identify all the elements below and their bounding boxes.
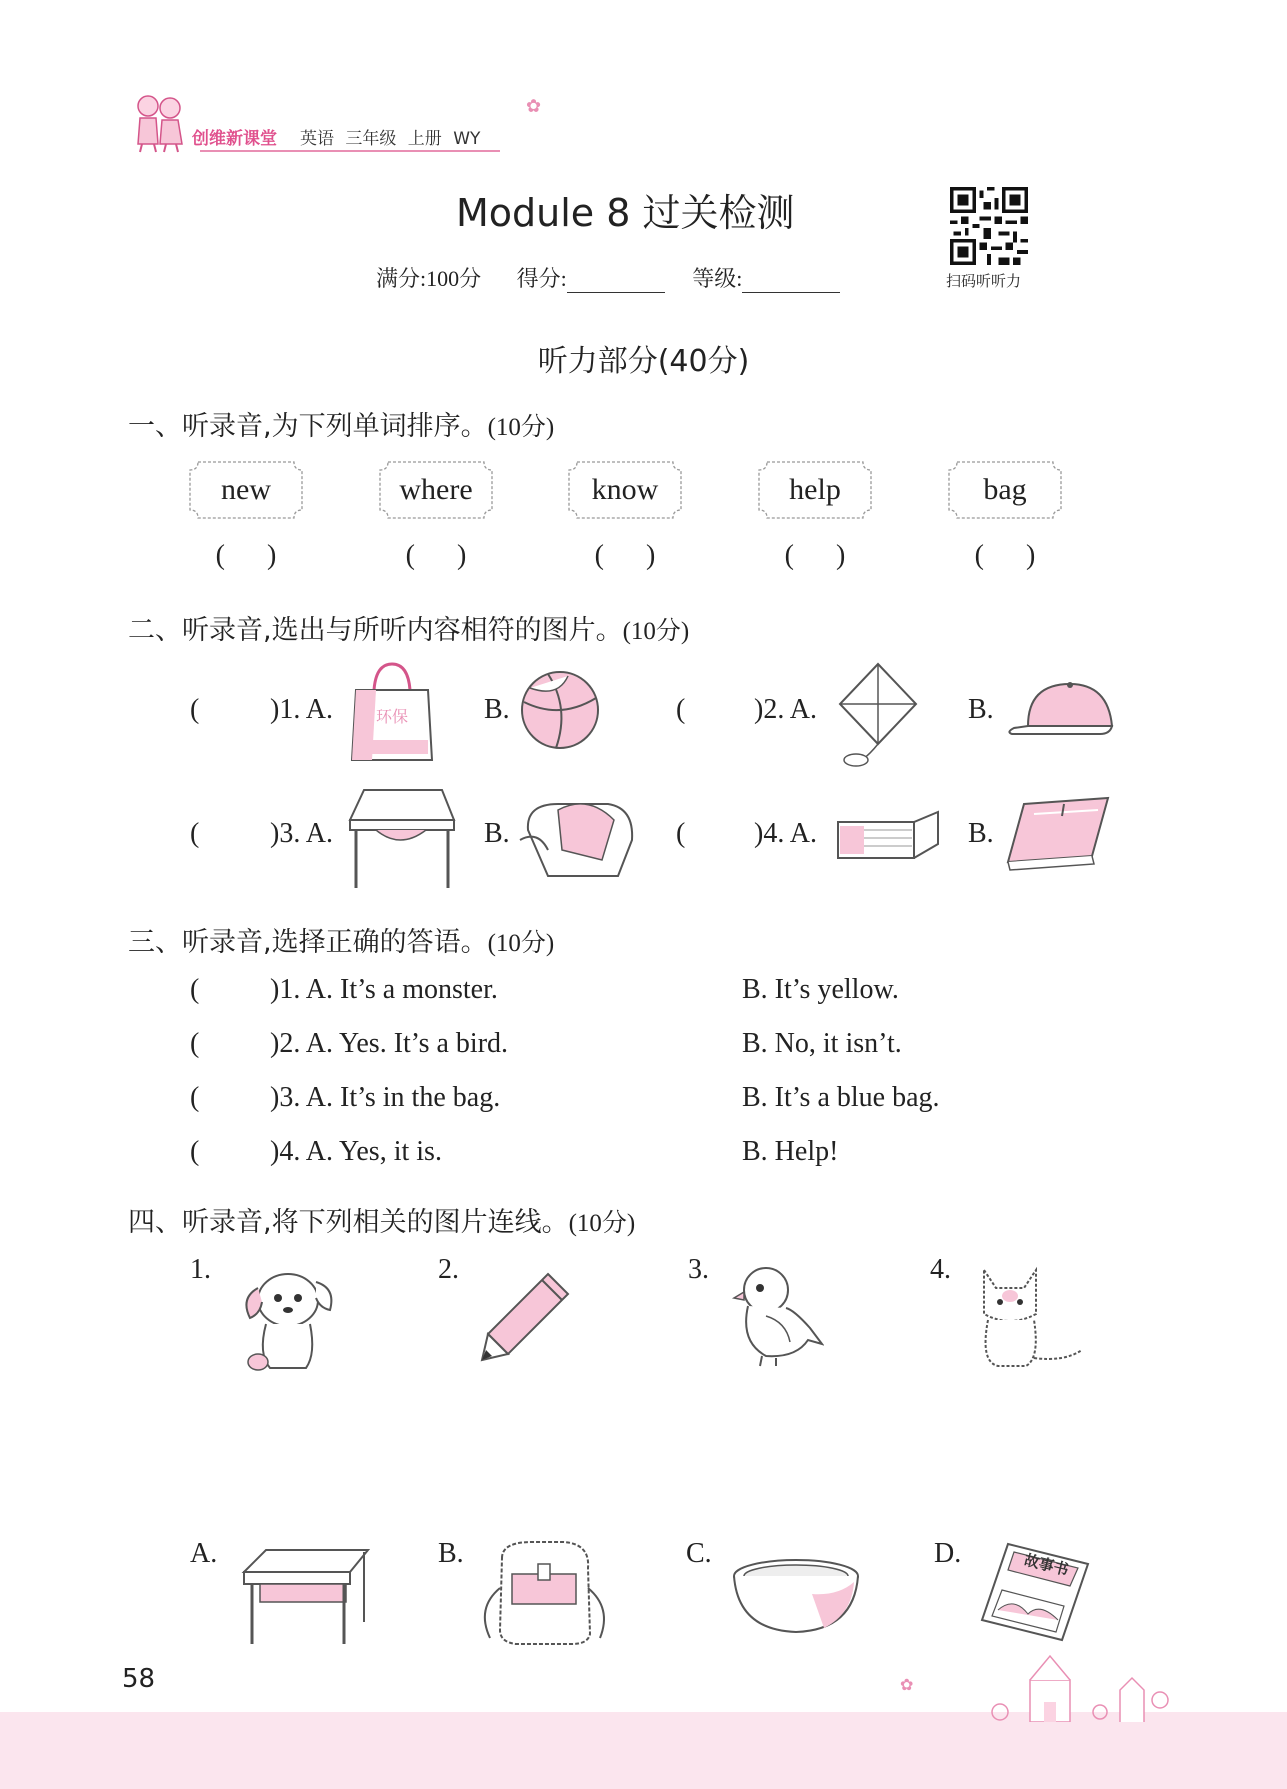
ball-icon [518,668,602,752]
answer-paren[interactable]: ( ) [974,540,1036,571]
q2-item-4-label: )4. A. [754,818,817,849]
svg-text:✿: ✿ [900,1675,914,1694]
desk-icon[interactable] [240,1544,372,1648]
answer-paren[interactable]: ( ) [405,540,467,571]
header-underline [200,150,500,152]
shopping-bag-icon [346,660,438,766]
q2-item-2-label: )2. A. [754,694,817,725]
word-card: bag [947,460,1063,520]
answer-paren-open[interactable]: ( [190,818,200,849]
match-label-2: 2. [438,1254,459,1285]
section-title: 听力部分(40分) [537,344,750,379]
answer-paren-open[interactable]: ( [190,974,200,1005]
answer-paren-open[interactable]: ( [190,1136,200,1167]
q2-item-4-b: B. [968,818,994,849]
answer-paren[interactable]: ( ) [215,540,277,571]
page-number: 58 [122,1664,156,1694]
full-score: 满分:100分 [376,266,482,291]
word-card: know [567,460,683,520]
word-card: new [188,460,304,520]
desk-icon [346,784,456,892]
pencil-icon[interactable] [478,1268,574,1364]
brand-name: 创维新课堂 [192,129,277,149]
answer-paren[interactable]: ( ) [594,540,656,571]
match-label-d: D. [934,1538,962,1569]
castle-deco-icon [880,1650,1170,1722]
answer-paren-open[interactable]: ( [190,694,200,725]
q3-item-3-a: )3. A. It’s in the bag. [270,1082,501,1113]
word-card: where [378,460,494,520]
q3-item-4-b: B. Help! [742,1136,839,1167]
answer-paren-open[interactable]: ( [676,694,686,725]
kids-logo-icon [128,88,190,154]
grade-blank[interactable] [742,272,840,293]
q2-item-3-b: B. [484,818,510,849]
schoolbag-icon [518,790,642,882]
q2-item-1-label: )1. A. [270,694,333,725]
schoolbag-icon[interactable] [472,1538,616,1648]
match-label-b: B. [438,1538,464,1569]
match-label-a: A. [190,1538,218,1569]
cap-icon [1004,676,1118,748]
match-label-3: 3. [688,1254,709,1285]
score-blank[interactable] [567,272,665,293]
q2-item-3-label: )3. A. [270,818,333,849]
subject-info: 英语 三年级 上册 WY [300,129,481,149]
q4-heading: 四、听录音,将下列相关的图片连线。(10分) [128,1207,636,1238]
q3-heading: 三、听录音,选择正确的答语。(10分) [128,927,555,958]
answer-paren-open[interactable]: ( [190,1082,200,1113]
match-label-4: 4. [930,1254,951,1285]
qr-code-icon[interactable] [950,187,1028,265]
q1-heading: 一、听录音,为下列单词排序。(10分) [128,411,555,442]
notebook-icon [1004,790,1114,876]
q3-item-3-b: B. It’s a blue bag. [742,1082,940,1113]
kite-icon [830,660,926,768]
page-title: Module 8 过关检测 [456,191,795,235]
dog-icon[interactable] [236,1258,340,1376]
answer-paren[interactable]: ( ) [784,540,846,571]
bowl-icon[interactable] [728,1552,864,1636]
q3-item-1-a: )1. A. It’s a monster. [270,974,498,1005]
score-row [376,262,862,293]
grade-label: 等级: [692,266,743,291]
word-card: help [757,460,873,520]
bird-icon[interactable] [730,1262,824,1370]
q3-item-2-a: )2. A. Yes. It’s a bird. [270,1028,509,1059]
q2-item-1-b: B. [484,694,510,725]
footer-band [0,1712,1287,1789]
storybook-title: 故事书 [1022,1550,1071,1580]
q3-item-1-b: B. It’s yellow. [742,974,899,1005]
svg-text:环保: 环保 [375,707,409,726]
match-label-1: 1. [190,1254,211,1285]
answer-paren-open[interactable]: ( [190,1028,200,1059]
answer-paren-open[interactable]: ( [676,818,686,849]
match-label-c: C. [686,1538,712,1569]
flower-deco-icon: ✿ [526,96,542,117]
score-label: 得分: [516,266,567,291]
q3-item-4-a: )4. A. Yes, it is. [270,1136,442,1167]
book-icon [834,808,942,864]
q2-item-2-b: B. [968,694,994,725]
q2-heading: 二、听录音,选出与所听内容相符的图片。(10分) [128,615,690,646]
cat-icon[interactable] [974,1262,1086,1372]
q3-item-2-b: B. No, it isn’t. [742,1028,902,1059]
qr-caption: 扫码听听力 [946,272,1022,290]
